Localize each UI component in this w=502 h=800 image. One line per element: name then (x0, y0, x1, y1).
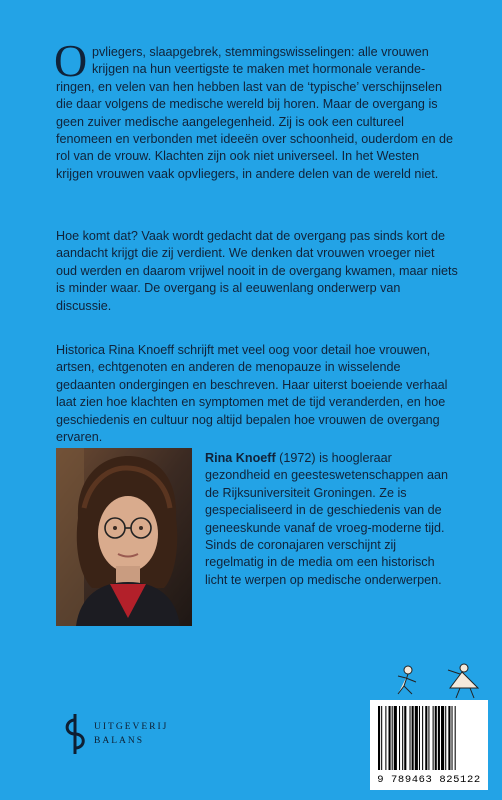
publisher-line2: BALANS (94, 736, 145, 746)
blurb-paragraph-3 (56, 342, 458, 446)
isbn-number: 9 789463 825122 (377, 774, 481, 786)
blurb-paragraph-2 (56, 228, 458, 315)
balans-logo-icon (62, 712, 88, 756)
publisher-line1: UITGEVERIJ (94, 722, 169, 732)
blurb-p1-rest: ringen, en velen van hen hebben last van de ‘typische’ verschijnselen die daar volgens de medische wereld bij horen. Maar de overgang is geen zuiver medische aangelegenheid. Zij is ook een cultureel fenomeen en verbonden met ideeën over schoonheid, ouderdom en de rol van de vrouw. Klachten zijn ook niet universeel. In het Westen krijgen vrouwen vaak opvliegers, in andere delen van de wereld niet. (56, 79, 453, 181)
blurb-p1-line1: pvliegers, slaapgebrek, stemmingswisselingen: alle vrouwen (92, 45, 429, 59)
blurb-p2-text: Hoe komt dat? Vaak wordt gedacht dat de overgang pas sinds kort de aandacht krijgt die zij verdient. We denken dat vrouwen vroeger niet oud werden en daarom vrijwel nooit in de overgang kwamen, maar niets is minder waar. De overgang is al eeuwenlang onderwerp van discussie. (56, 229, 458, 313)
blurb-paragraph-1 (54, 35, 458, 183)
drop-cap: O (54, 35, 88, 86)
author-bio (205, 450, 455, 589)
author-bio-text: (1972) is hoogleraar gezondheid en geesteswetenschappen aan de Rijksuniversiteit Groningen. Ze is gespecialiseerd in de geschiedenis van de geneeskunde vanaf de vroeg-moderne tijd. Sinds de coronajaren verschijnt zij regelmatig in de media om een historisch licht te werpen op medische onderwerpen. (205, 451, 448, 587)
author-portrait (56, 448, 192, 626)
barcode (370, 700, 488, 790)
blurb-p1-line2: krijgen na hun veertigste te maken met hormonale verande- (92, 62, 426, 77)
author-name: Rina Knoeff (205, 451, 276, 465)
blurb-p3-text: Historica Rina Knoeff schrijft met veel oog voor detail hoe vrouwen, artsen, echtgenoten en anderen de menopauze in wisselende gedaanten ondergingen en beschreven. Haar uiterst boeiende verhaal laat zien hoe klachten en symptomen met de tijd veranderden, en hoe geschiedenis en cultuur nog altijd bepalen hoe vrouwen de overgang ervaren. (56, 343, 448, 445)
publisher-mark (62, 712, 168, 756)
running-figures-illustration (390, 660, 490, 700)
barcode-bars (378, 706, 482, 770)
